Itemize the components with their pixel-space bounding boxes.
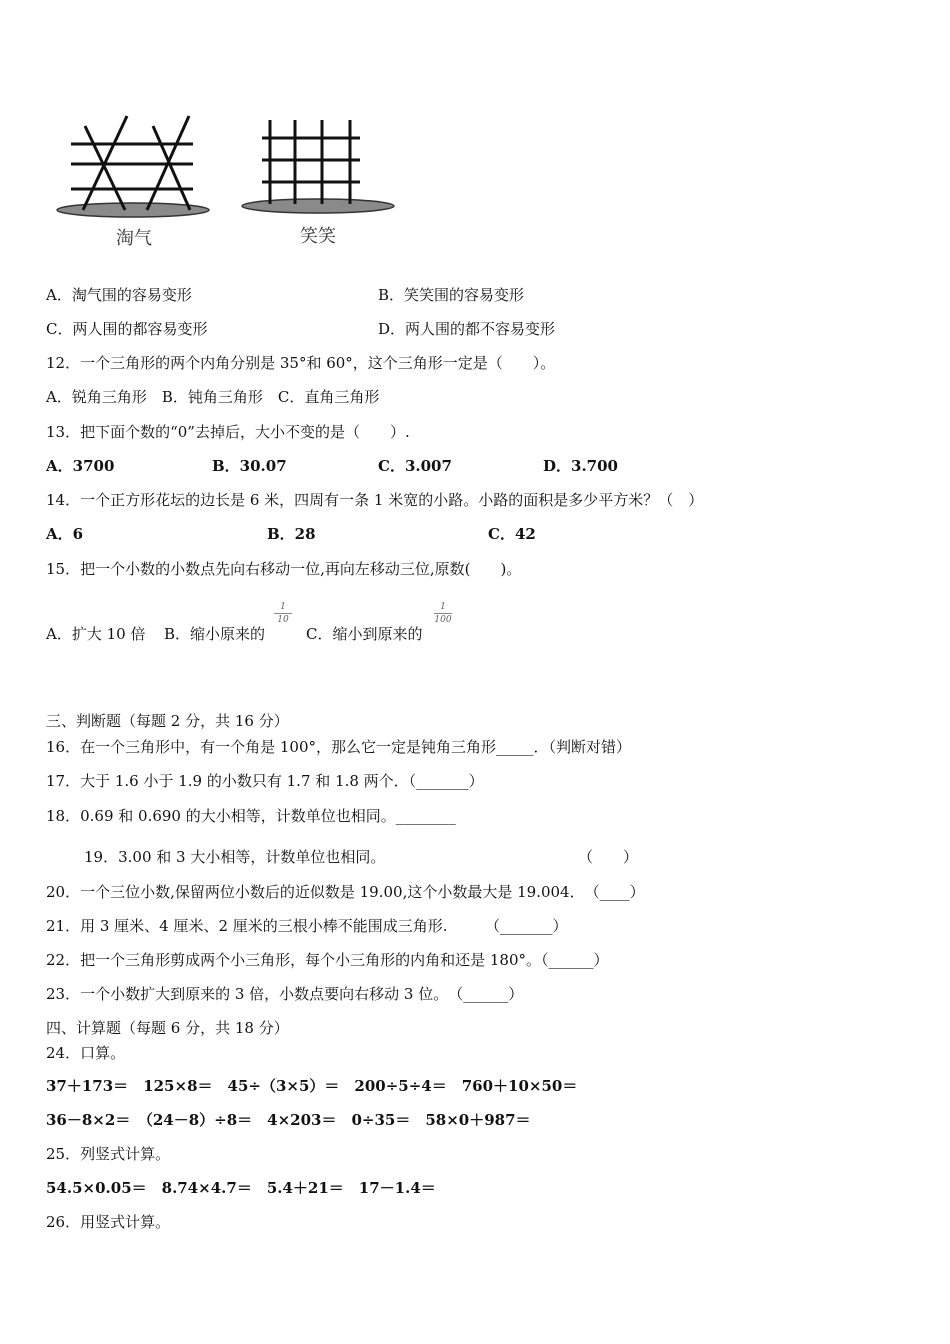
fraction-numerator: 1: [440, 602, 446, 612]
q23: 23．一个小数扩大到原来的 3 倍，小数点要向右移动 3 位。 （______）: [46, 985, 524, 1003]
q19-blank: （ ）: [578, 848, 639, 866]
q14-option-a: A．6: [46, 525, 84, 543]
q15-option-a: A．扩大 10 倍: [46, 625, 146, 643]
section4-title: 四、计算题（每题 6 分，共 18 分）: [46, 1019, 289, 1037]
q18: 18．0.69 和 0.690 的大小相等，计数单位也相同。________: [46, 807, 456, 825]
xiaoxiao-caption: 笑笑: [300, 226, 336, 247]
q11-option-b: B．笑笑围的容易变形: [378, 286, 525, 304]
q12-options: A．锐角三角形 B．钝角三角形 C．直角三角形: [46, 388, 380, 406]
fraction-denominator: 100: [434, 615, 452, 625]
q26-title: 26．用竖式计算。: [46, 1213, 171, 1231]
xiaoxiao-ground-ellipse: [242, 199, 394, 213]
q19: 19．3.00 和 3 大小相等，计数单位也相同。: [84, 848, 386, 866]
fraction-numerator: 1: [280, 602, 286, 612]
taoqi-caption: 淘气: [116, 228, 152, 249]
q15-fraction-one-tenth: [272, 602, 294, 625]
q14-option-b: B．28: [267, 525, 316, 543]
q22: 22．把一个三角形剪成两个小三角形，每个小三角形的内角和还是 180°。（______）: [46, 951, 609, 969]
q13-option-b: B．30.07: [212, 457, 287, 475]
q25-title: 25．列竖式计算。: [46, 1145, 171, 1163]
q24-row-2: 36－8×2＝ （24－8）÷8＝ 4×203＝ 0÷35＝ 58×0＋987＝: [46, 1111, 531, 1129]
q11-option-c: C．两人围的都容易变形: [46, 320, 208, 338]
q13-option-c: C．3.007: [378, 457, 452, 475]
q12-stem: 12．一个三角形的两个内角分别是 35°和 60°，这个三角形一定是（ ）。: [46, 354, 556, 372]
q24-row-1: 37＋173＝ 125×8＝ 45÷（3×5）＝ 200÷5÷4＝ 760＋10×50＝: [46, 1077, 578, 1095]
q24-title: 24．口算。: [46, 1044, 126, 1062]
q16: 16．在一个三角形中，有一个角是 100°，那么它一定是钝角三角形_____．（判断对错）: [46, 738, 631, 756]
q11-option-a: A．淘气围的容易变形: [46, 286, 192, 304]
q15-option-b: B．缩小原来的: [164, 625, 266, 643]
q14-stem: 14．一个正方形花坛的边长是 6 米，四周有一条 1 米宽的小路。小路的面积是多少平方米？（ ）: [46, 491, 704, 509]
q13-option-d: D．3.700: [543, 457, 618, 475]
q17: 17．大于 1.6 小于 1.9 的小数只有 1.7 和 1.8 两个．（_______）: [46, 772, 484, 790]
q14-option-c: C．42: [488, 525, 536, 543]
q13-option-a: A．3700: [46, 457, 115, 475]
q11-option-d: D．两人围的都不容易变形: [378, 320, 556, 338]
q25-row: 54.5×0.05＝ 8.74×4.7＝ 5.4＋21＝ 17－1.4＝: [46, 1179, 436, 1197]
q15-stem: 15．把一个小数的小数点先向右移动一位,再向左移动三位,原数( )。: [46, 560, 522, 578]
taoqi-fence-figure: [55, 112, 215, 222]
q15-option-c: C．缩小到原来的: [306, 625, 423, 643]
xiaoxiao-fence-figure: [240, 116, 398, 216]
section3-title: 三、判断题（每题 2 分，共 16 分）: [46, 712, 289, 730]
q13-stem: 13．把下面个数的“0”去掉后，大小不变的是（ ）.: [46, 423, 410, 441]
q20: 20．一个三位小数,保留两位小数后的近似数是 19.00,这个小数最大是 19.004． （____）: [46, 883, 645, 901]
q21: 21．用 3 厘米、4 厘米、2 厘米的三根小棒不能围成三角形. （_______）: [46, 917, 568, 935]
q15-fraction-one-hundredth: [432, 602, 454, 625]
fraction-denominator: 10: [277, 615, 289, 625]
taoqi-ground-ellipse: [57, 203, 209, 217]
